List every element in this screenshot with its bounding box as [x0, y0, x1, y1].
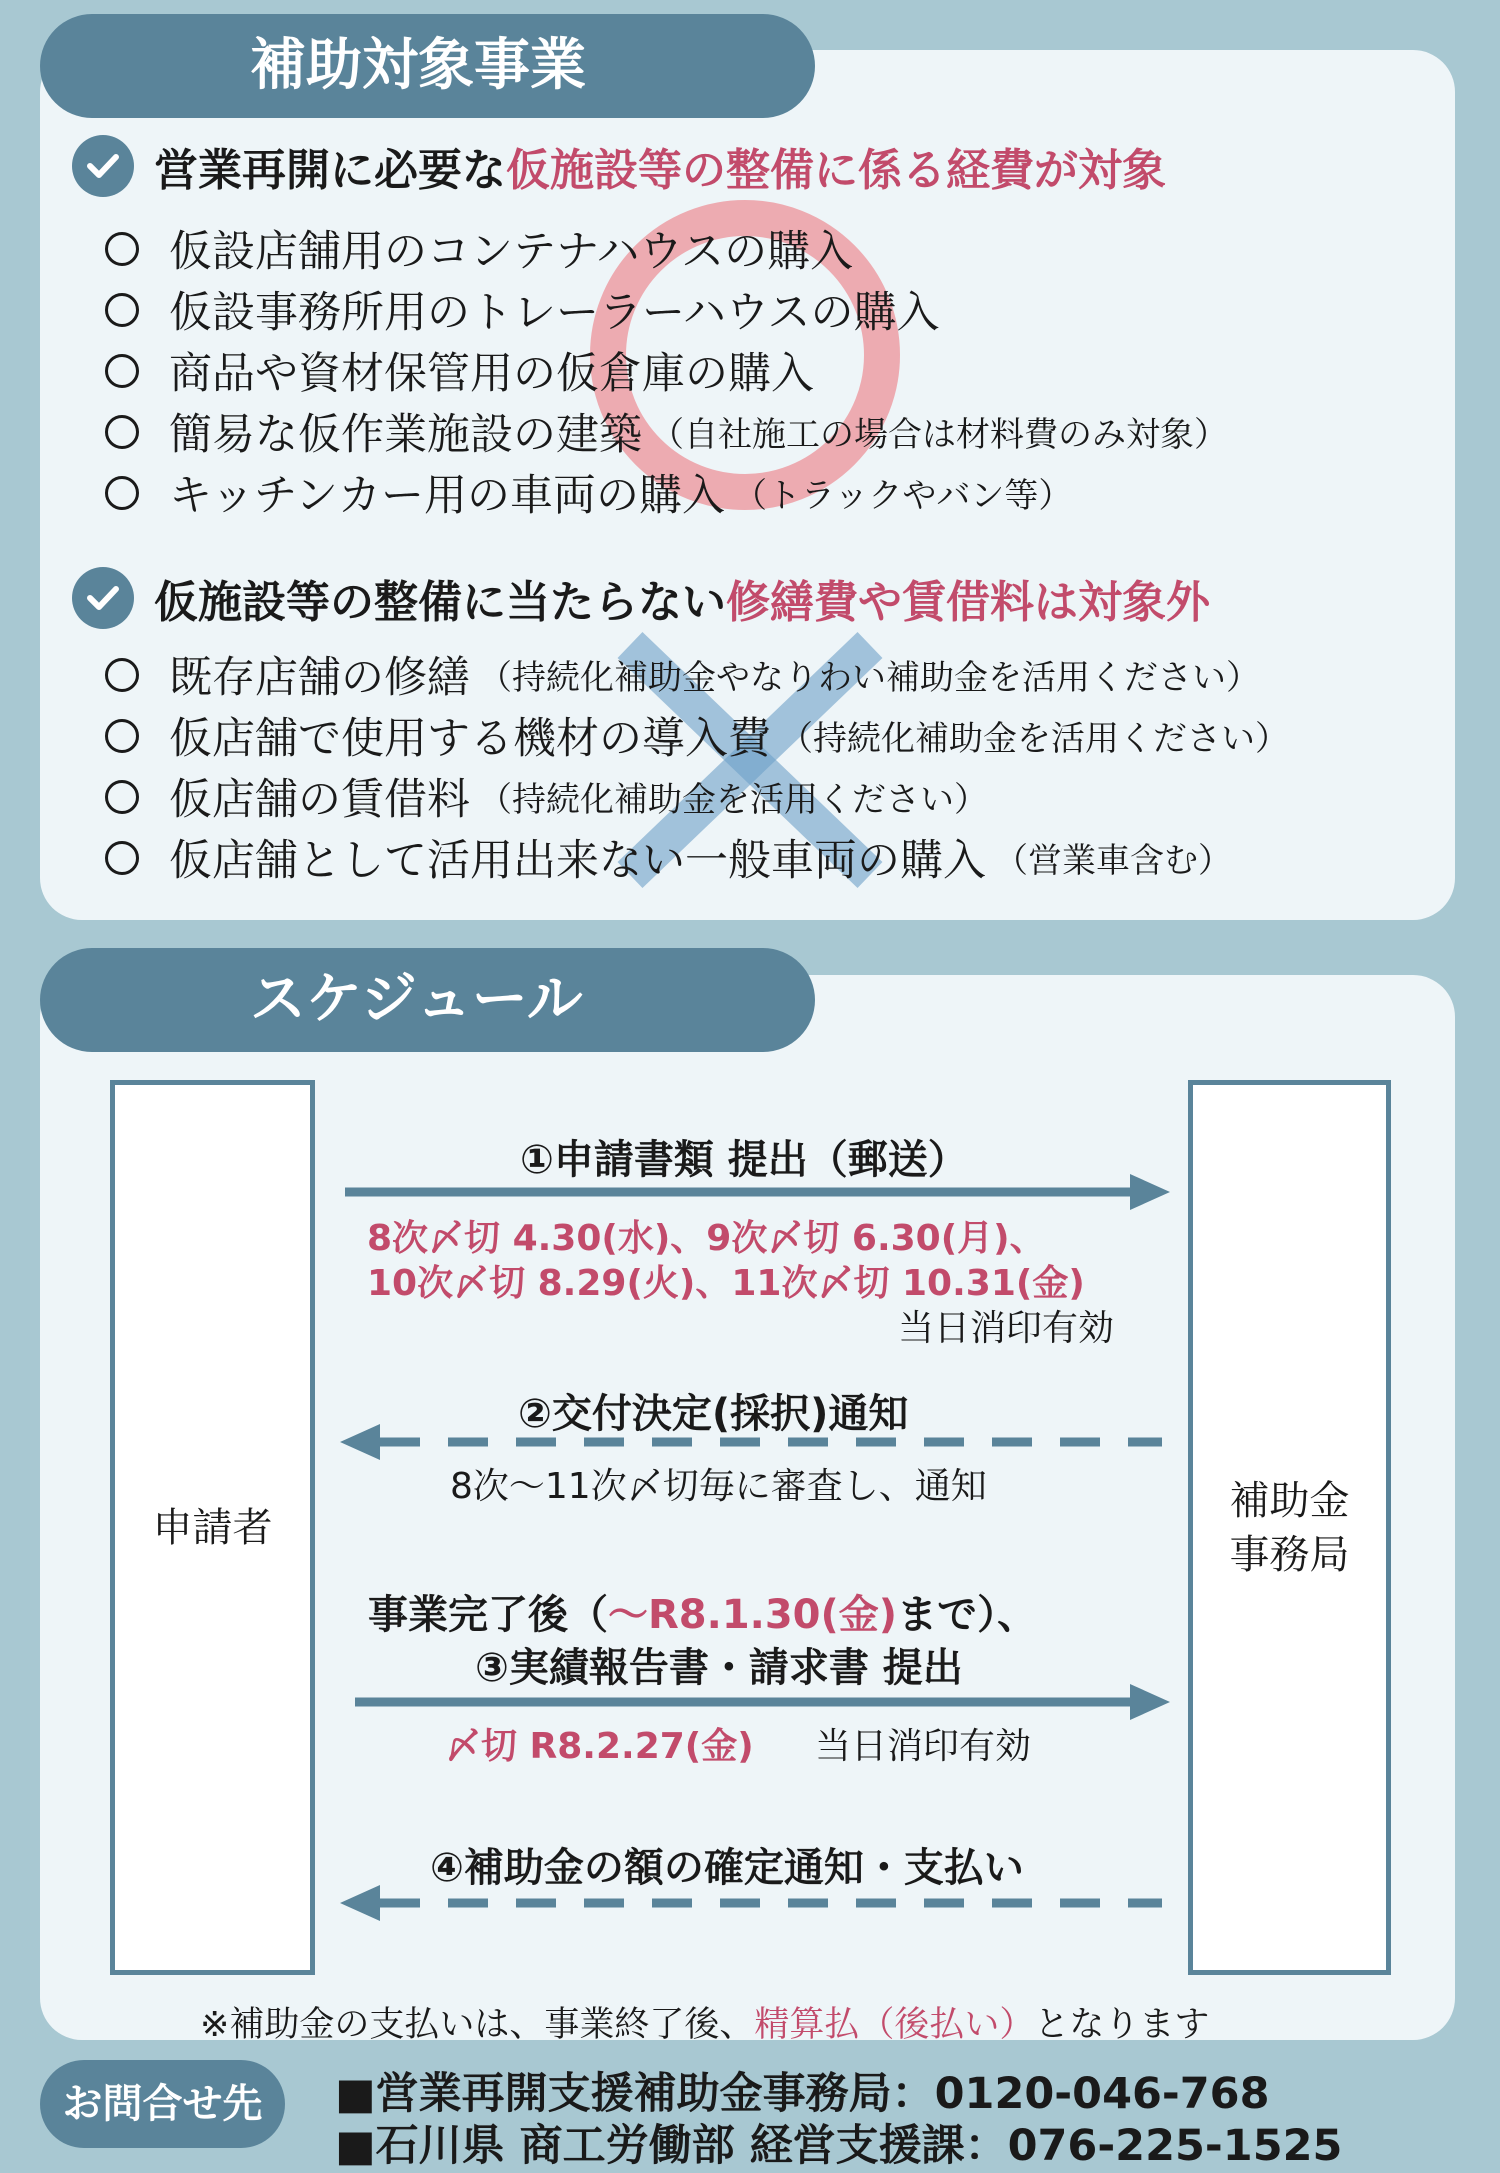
list-item: [105, 462, 1228, 523]
circle-bullet-icon: [105, 354, 139, 388]
item-note: （持続化補助金やなりわい補助金を活用ください）: [478, 658, 1260, 698]
step1-deadlines-line1: 8次〆切 4.30(水)、9次〆切 6.30(月)、: [367, 1218, 1046, 1259]
item-text: 仮店舗の賃借料: [169, 775, 470, 825]
ineligible-list: [105, 644, 1289, 888]
circle-bullet-icon: [105, 476, 139, 510]
list-item: [105, 340, 1228, 401]
circle-bullet-icon: [105, 658, 139, 692]
section-title-schedule: スケジュール: [40, 948, 815, 1052]
item-note: （自社施工の場合は材料費のみ対象）: [650, 415, 1228, 455]
step3-deadline: 〆切 R8.2.27(金): [445, 1726, 754, 1767]
footnote-highlight: 精算払（後払い）: [754, 2005, 1035, 2045]
step3-postmark: 当日消印有効: [815, 1726, 1032, 1767]
ineligible-heading-plain: 仮施設等の整備に当たらない: [154, 577, 726, 628]
item-text: 既存店舗の修繕: [169, 653, 470, 703]
contact-office-phone: ■営業再開支援補助金事務局：0120-046-768: [335, 2069, 1270, 2119]
step4-label: ④補助金の額の確定通知・支払い: [430, 1845, 1024, 1891]
circle-bullet-icon: [105, 293, 139, 327]
list-item: [105, 827, 1289, 888]
list-item: [105, 705, 1289, 766]
step1-label: ①申請書類 提出（郵送）: [520, 1137, 968, 1183]
item-text: 簡易な仮作業施設の建築: [169, 410, 642, 460]
step1-deadlines-line2: 10次〆切 8.29(火)、11次〆切 10.31(金): [367, 1263, 1085, 1304]
item-text: 仮店舗で使用する機材の導入費: [169, 714, 771, 764]
contact-prefecture-phone: ■石川県 商工労働部 経営支援課：076-225-1525: [335, 2121, 1343, 2171]
circle-bullet-icon: [105, 232, 139, 266]
item-text: キッチンカー用の車両の購入: [169, 471, 725, 521]
item-note: （持続化補助金を活用ください）: [478, 780, 988, 820]
step3-label-part-a: 事業完了後（: [368, 1592, 608, 1638]
list-item: [105, 766, 1289, 827]
footnote-part-b: となります: [1034, 2005, 1210, 2045]
circle-bullet-icon: [105, 719, 139, 753]
circle-bullet-icon: [105, 415, 139, 449]
footnote-part-a: ※補助金の支払いは、事業終了後、: [200, 2005, 755, 2045]
eligible-list: [105, 218, 1228, 523]
item-note: （営業車含む）: [994, 841, 1232, 881]
contact-label: お問合せ先: [40, 2060, 285, 2148]
payment-footnote: [200, 1997, 1209, 2047]
step3-label-highlight: ～R8.1.30(金): [608, 1592, 898, 1638]
ineligible-heading-highlight: 修繕費や賃借料は対象外: [726, 577, 1210, 628]
item-text: 商品や資材保管用の仮倉庫の購入: [169, 349, 814, 399]
circle-bullet-icon: [105, 841, 139, 875]
office-label-line1: 補助金: [1229, 1477, 1350, 1524]
list-item: [105, 279, 1228, 340]
step3-label-line1: [368, 1583, 1037, 1640]
applicant-label: 申請者: [152, 1504, 273, 1551]
step1-postmark: 当日消印有効: [898, 1308, 1115, 1349]
step2-sub: 8次～11次〆切毎に審査し、通知: [450, 1466, 987, 1507]
eligible-heading-plain: 営業再開に必要な: [154, 145, 506, 196]
step2-label: ②交付決定(採択)通知: [518, 1391, 909, 1437]
item-text: 仮店舗として活用出来ない一般車両の購入: [169, 836, 986, 886]
item-note: （持続化補助金を活用ください）: [779, 719, 1289, 759]
eligible-heading-highlight: 仮施設等の整備に係る経費が対象: [506, 145, 1166, 196]
step3-label-part-b: まで）、: [897, 1592, 1038, 1638]
list-item: [105, 644, 1289, 705]
list-item: [105, 401, 1228, 462]
item-text: 仮設事務所用のトレーラーハウスの購入: [169, 288, 940, 338]
list-item: [105, 218, 1228, 279]
office-label-line2: 事務局: [1229, 1531, 1350, 1578]
step3-label-line2: ③実績報告書・請求書 提出: [475, 1645, 963, 1691]
item-text: 仮設店舗用のコンテナハウスの購入: [169, 227, 854, 277]
circle-bullet-icon: [105, 780, 139, 814]
section-title-eligible: 補助対象事業: [40, 14, 815, 118]
item-note: （トラックやバン等）: [733, 476, 1073, 516]
